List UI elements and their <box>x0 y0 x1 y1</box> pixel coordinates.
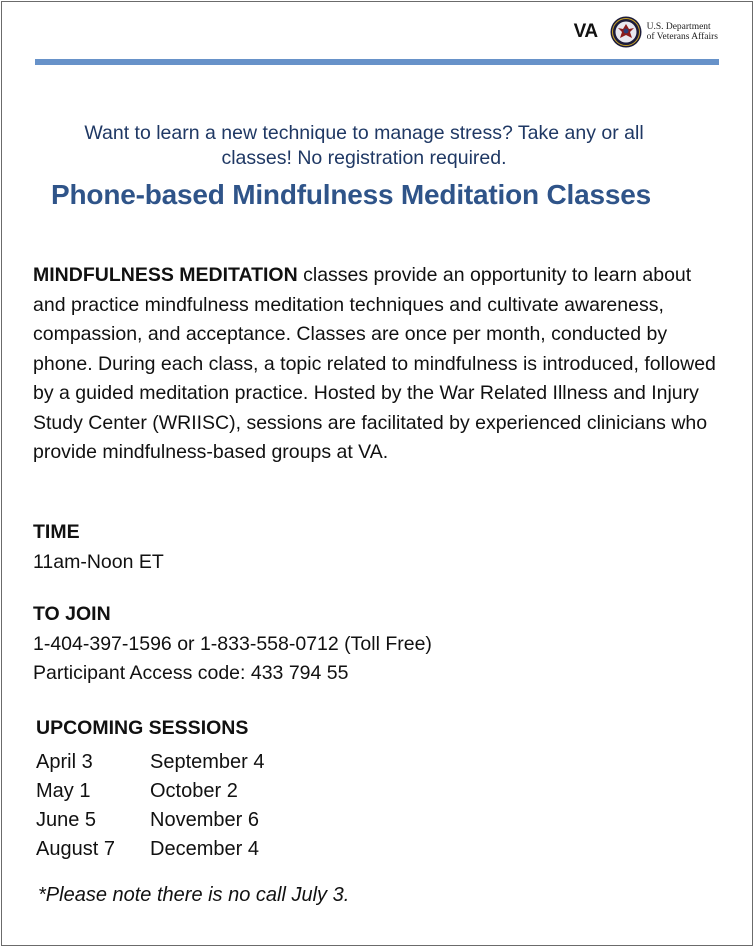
header-rule <box>35 59 719 65</box>
intro-text <box>40 121 688 171</box>
page-title: Phone-based Mindfulness Meditation Classes <box>51 179 651 210</box>
intro-line2: classes! No registration required. <box>221 147 507 169</box>
department-line1: U.S. Department <box>646 22 711 32</box>
va-seal-icon <box>610 16 642 48</box>
description-paragraph <box>33 261 723 468</box>
sessions-list <box>36 748 265 864</box>
va-logo <box>574 16 718 48</box>
session-row <box>36 748 265 777</box>
session-row <box>36 806 265 835</box>
va-letters: VA <box>573 21 598 42</box>
sessions-label: UPCOMING SESSIONS <box>36 717 249 739</box>
time-value: 11am-Noon ET <box>33 551 164 573</box>
join-phone: 1-404-397-1596 or 1-833-558-0712 (Toll Free) <box>33 633 432 655</box>
session-date: September 4 <box>150 751 265 773</box>
join-access-code: Participant Access code: 433 794 55 <box>33 662 349 684</box>
session-date: November 6 <box>150 809 259 831</box>
department-line2: of Veterans Affairs <box>646 32 718 42</box>
session-row <box>36 835 265 864</box>
session-row <box>36 777 265 806</box>
session-date: May 1 <box>36 780 91 802</box>
intro-line1: Want to learn a new technique to manage stress? Take any or all <box>84 122 644 144</box>
session-date: December 4 <box>150 838 259 860</box>
session-date: April 3 <box>36 751 93 773</box>
department-name <box>647 22 718 42</box>
session-date: June 5 <box>36 809 97 831</box>
join-label: TO JOIN <box>33 603 111 625</box>
session-date: October 2 <box>150 780 238 802</box>
footnote: *Please note there is no call July 3. <box>38 884 350 906</box>
session-date: August 7 <box>36 838 115 860</box>
time-label: TIME <box>33 521 80 543</box>
description-lead: MINDFULNESS MEDITATION <box>33 264 298 286</box>
description-body: classes provide an opportunity to learn about and practice mindfulness meditation techniques and cultivate awareness, compassion, and acceptance. Classes are once per month, conducted by phone. During each class, a topic related to mindfulness is introduced, followed by a guided meditation practice. Hosted by the War Related Illness and Injury Study Center (WRIISC), sessions are facilitated by experienced clinicians who provide mindfulness-based groups at VA. <box>33 264 716 463</box>
